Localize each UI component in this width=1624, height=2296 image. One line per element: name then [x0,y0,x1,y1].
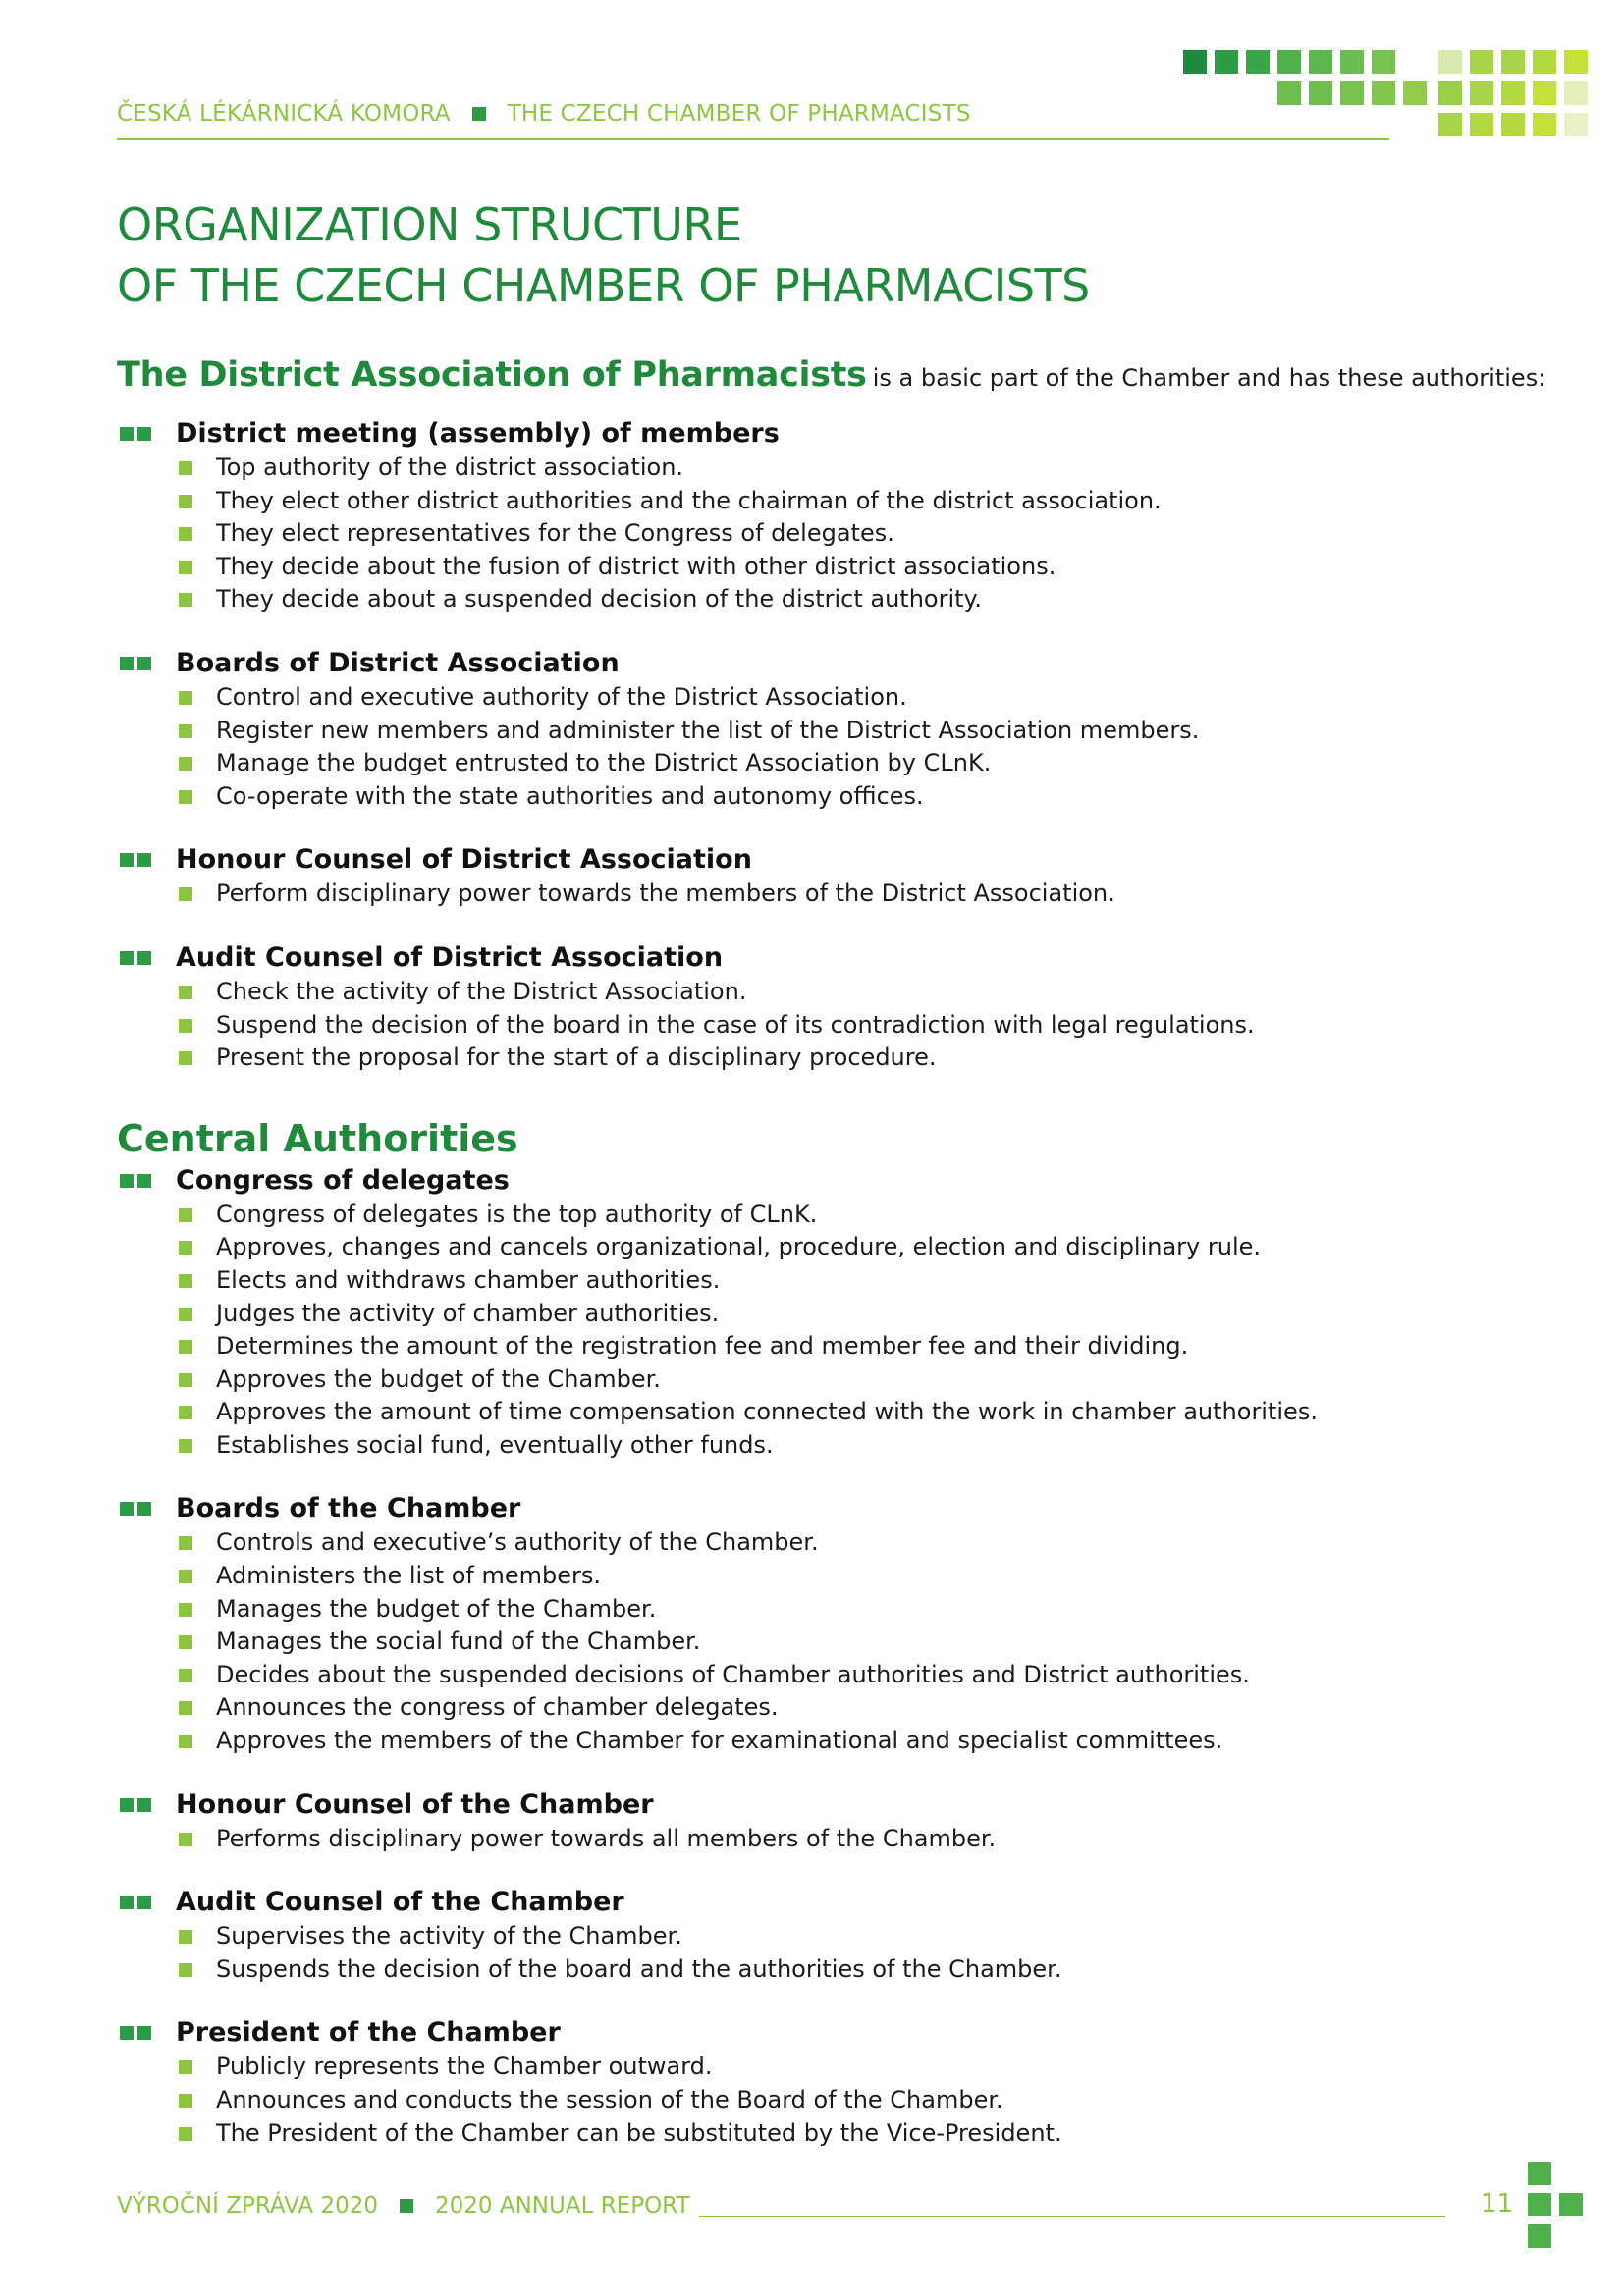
list-item: Suspends the decision of the board and the authorities of the Chamber. [117,1953,1531,1987]
list-item: Approves the members of the Chamber for examinational and specialist committees. [117,1725,1531,1758]
double-square-bullet-icon [120,1174,155,1188]
authority-duties-list [117,878,1531,911]
header-left-text: ČESKÁ LÉKÁRNICKÁ KOMORA [117,101,451,127]
district-intro [117,355,1546,395]
authority-duties-list [117,1823,1531,1856]
footer-left-text: VÝROČNÍ ZPRÁVA 2020 [117,2193,379,2218]
footer-square-pattern [1528,2162,1583,2248]
list-item: Announces and conducts the session of the Board of the Chamber. [117,2084,1531,2117]
double-square-bullet-icon [120,1896,155,1909]
authority-group [117,1788,1531,1856]
central-authorities-title: Central Authorities [117,1116,518,1160]
authority-heading-text: Honour Counsel of the Chamber [176,1789,654,1820]
list-item: Announces the congress of chamber delegates. [117,1691,1531,1725]
district-authorities-list [117,416,1531,1075]
list-item: Manages the budget of the Chamber. [117,1593,1531,1627]
district-intro-text: is a basic part of the Chamber and has these authorities: [872,364,1546,392]
list-item: Congress of delegates is the top authority of CLnK. [117,1199,1531,1232]
list-item: They elect representatives for the Congress of delegates. [117,517,1531,551]
list-item: Check the activity of the District Association. [117,976,1531,1009]
list-item: Publicly represents the Chamber outward. [117,2051,1531,2084]
authority-heading [117,646,1531,681]
authority-heading [117,2015,1531,2051]
authority-heading [117,842,1531,878]
header-separator-square [472,107,486,121]
authority-group [117,940,1531,1075]
list-item: They elect other district authorities and the chairman of the district association. [117,485,1531,518]
main-content [117,355,1546,2179]
authority-duties-list [117,1920,1531,1986]
footer-right-text: 2020 ANNUAL REPORT [435,2193,690,2218]
authority-heading-text: Honour Counsel of District Association [176,844,752,876]
double-square-bullet-icon [120,657,155,670]
double-square-bullet-icon [120,1798,155,1812]
list-item: Elects and withdraws chamber authorities. [117,1264,1531,1298]
authority-heading [117,416,1531,452]
list-item: Establishes social fund, eventually other funds. [117,1429,1531,1463]
authority-heading-text: President of the Chamber [176,2017,561,2049]
list-item: Administers the list of members. [117,1560,1531,1593]
authority-duties-list [117,2051,1531,2150]
page-number: 11 [1481,2189,1514,2218]
authority-duties-list [117,681,1531,813]
authority-group [117,842,1531,911]
authority-heading [117,1491,1531,1526]
list-item: Controls and executive’s authority of the Chamber. [117,1526,1531,1560]
authority-group [117,416,1531,616]
authority-heading-text: Audit Counsel of District Association [176,941,724,973]
double-square-bullet-icon [120,951,155,965]
authority-group [117,1163,1531,1463]
authority-group [117,2015,1531,2150]
authority-heading-text: District meeting (assembly) of members [176,418,780,449]
header-square-pattern [1183,50,1588,136]
list-item: Perform disciplinary power towards the members of the District Association. [117,878,1531,911]
page-title [117,194,1090,316]
list-item: They decide about a suspended decision of the district authority. [117,583,1531,616]
list-item: Approves the budget of the Chamber. [117,1363,1531,1397]
list-item: Approves, changes and cancels organizational, procedure, election and disciplinary rule. [117,1231,1531,1264]
page-title-line-1: ORGANIZATION STRUCTURE [117,198,742,251]
list-item: Performs disciplinary power towards all members of the Chamber. [117,1823,1531,1856]
list-item: Approves the amount of time compensation connected with the work in chamber authorities. [117,1396,1531,1429]
list-item: The President of the Chamber can be substituted by the Vice-President. [117,2117,1531,2151]
running-header [117,101,971,127]
list-item: Suspend the decision of the board in the case of its contradiction with legal regulations. [117,1009,1531,1042]
list-item: Co-operate with the state authorities and autonomy offices. [117,780,1531,814]
authority-group [117,1885,1531,1986]
page-title-line-2: OF THE CZECH CHAMBER OF PHARMACISTS [117,259,1090,312]
list-item: Manages the social fund of the Chamber. [117,1626,1531,1659]
double-square-bullet-icon [120,427,155,441]
authority-group [117,1491,1531,1757]
authority-heading [117,1163,1531,1199]
list-item: Register new members and administer the list of the District Association members. [117,715,1531,748]
list-item: Manage the budget entrusted to the District Association by CLnK. [117,747,1531,780]
central-authorities-list [117,1163,1531,2150]
list-item: Judges the activity of chamber authorities. [117,1298,1531,1331]
authority-heading [117,1885,1531,1920]
footer-rule [699,2216,1445,2217]
double-square-bullet-icon [120,2026,155,2040]
authority-duties-list [117,1199,1531,1463]
authority-heading [117,1788,1531,1823]
authority-group [117,646,1531,813]
list-item: Top authority of the district association. [117,452,1531,485]
header-rule [117,138,1389,140]
footer-separator-square [400,2199,413,2213]
authority-duties-list [117,976,1531,1075]
authority-heading-text: Congress of delegates [176,1164,510,1196]
list-item: Determines the amount of the registration fee and member fee and their dividing. [117,1330,1531,1363]
list-item: Decides about the suspended decisions of Chamber authorities and District authorities. [117,1659,1531,1692]
header-right-text: THE CZECH CHAMBER OF PHARMACISTS [507,101,971,127]
double-square-bullet-icon [120,1502,155,1516]
double-square-bullet-icon [120,853,155,867]
running-footer [117,2193,690,2218]
list-item: Supervises the activity of the Chamber. [117,1920,1531,1953]
authority-heading [117,940,1531,976]
authority-heading-text: Boards of the Chamber [176,1493,521,1524]
district-intro-lead: The District Association of Pharmacists [117,355,867,395]
list-item: They decide about the fusion of district with other district associations. [117,551,1531,584]
list-item: Present the proposal for the start of a disciplinary procedure. [117,1041,1531,1075]
authority-duties-list [117,452,1531,616]
authority-duties-list [117,1526,1531,1757]
authority-heading-text: Boards of District Association [176,647,620,678]
authority-heading-text: Audit Counsel of the Chamber [176,1887,624,1918]
list-item: Control and executive authority of the District Association. [117,681,1531,715]
